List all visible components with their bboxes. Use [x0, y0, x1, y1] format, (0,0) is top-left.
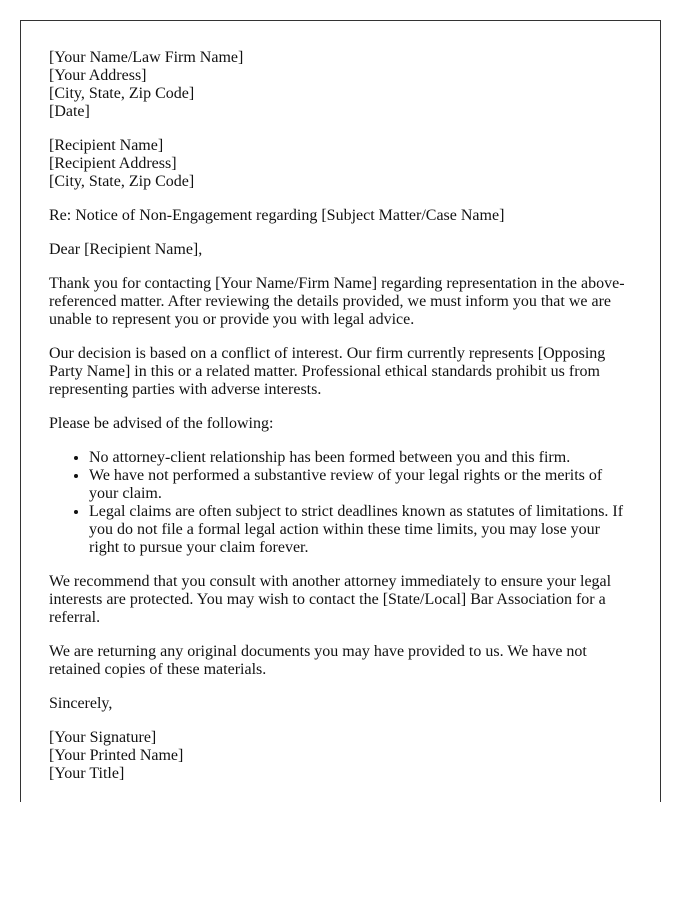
body-paragraph: We recommend that you consult with another attorney immediately to ensure your legal interests are protected. You may wish to contact the [State/Local] Bar Association for a referral.: [49, 573, 612, 626]
body-paragraph: We are returning any original documents you may have provided to us. We have not retained copies of these materials.: [49, 643, 587, 678]
body-paragraph: Our decision is based on a conflict of interest. Our firm currently represents [Opposing Party Name] in this or a related matter. Professional ethical standards prohibit us from representing parties with adverse interests.: [49, 345, 606, 398]
signoff: Sincerely,: [49, 695, 113, 712]
recipient-block: [49, 137, 630, 191]
sender-name: [Your Name/Law Firm Name]: [49, 49, 244, 66]
subject-line: Re: Notice of Non-Engagement regarding [Subject Matter/Case Name]: [49, 207, 505, 224]
recipient-address: [Recipient Address]: [49, 155, 177, 172]
list-item: • No attorney-client relationship has been formed between you and this firm.: [89, 449, 630, 467]
list-item: • Legal claims are often subject to strict deadlines known as statutes of limitations. If you do not file a formal legal action within these time limits, you may lose your right to pursue your claim forever.: [89, 503, 630, 557]
title: [Your Title]: [49, 765, 125, 782]
signature-block: [49, 729, 630, 783]
letter-page: [20, 20, 661, 802]
printed-name: [Your Printed Name]: [49, 747, 184, 764]
letter-date: [Date]: [49, 103, 90, 120]
advisory-list: [49, 449, 630, 557]
recipient-city: [City, State, Zip Code]: [49, 173, 195, 190]
sender-block: [49, 49, 630, 121]
list-item: • We have not performed a substantive review of your legal rights or the merits of your claim.: [89, 467, 630, 503]
body-paragraph: Please be advised of the following:: [49, 415, 274, 432]
salutation: Dear [Recipient Name],: [49, 241, 203, 258]
sender-city: [City, State, Zip Code]: [49, 85, 195, 102]
sender-address: [Your Address]: [49, 67, 147, 84]
signature: [Your Signature]: [49, 729, 157, 746]
body-paragraph: Thank you for contacting [Your Name/Firm Name] regarding representation in the above-referenced matter. After reviewing the details provided, we must inform you that we are unable to represent you or provide you with legal advice.: [49, 275, 625, 328]
recipient-name: [Recipient Name]: [49, 137, 164, 154]
